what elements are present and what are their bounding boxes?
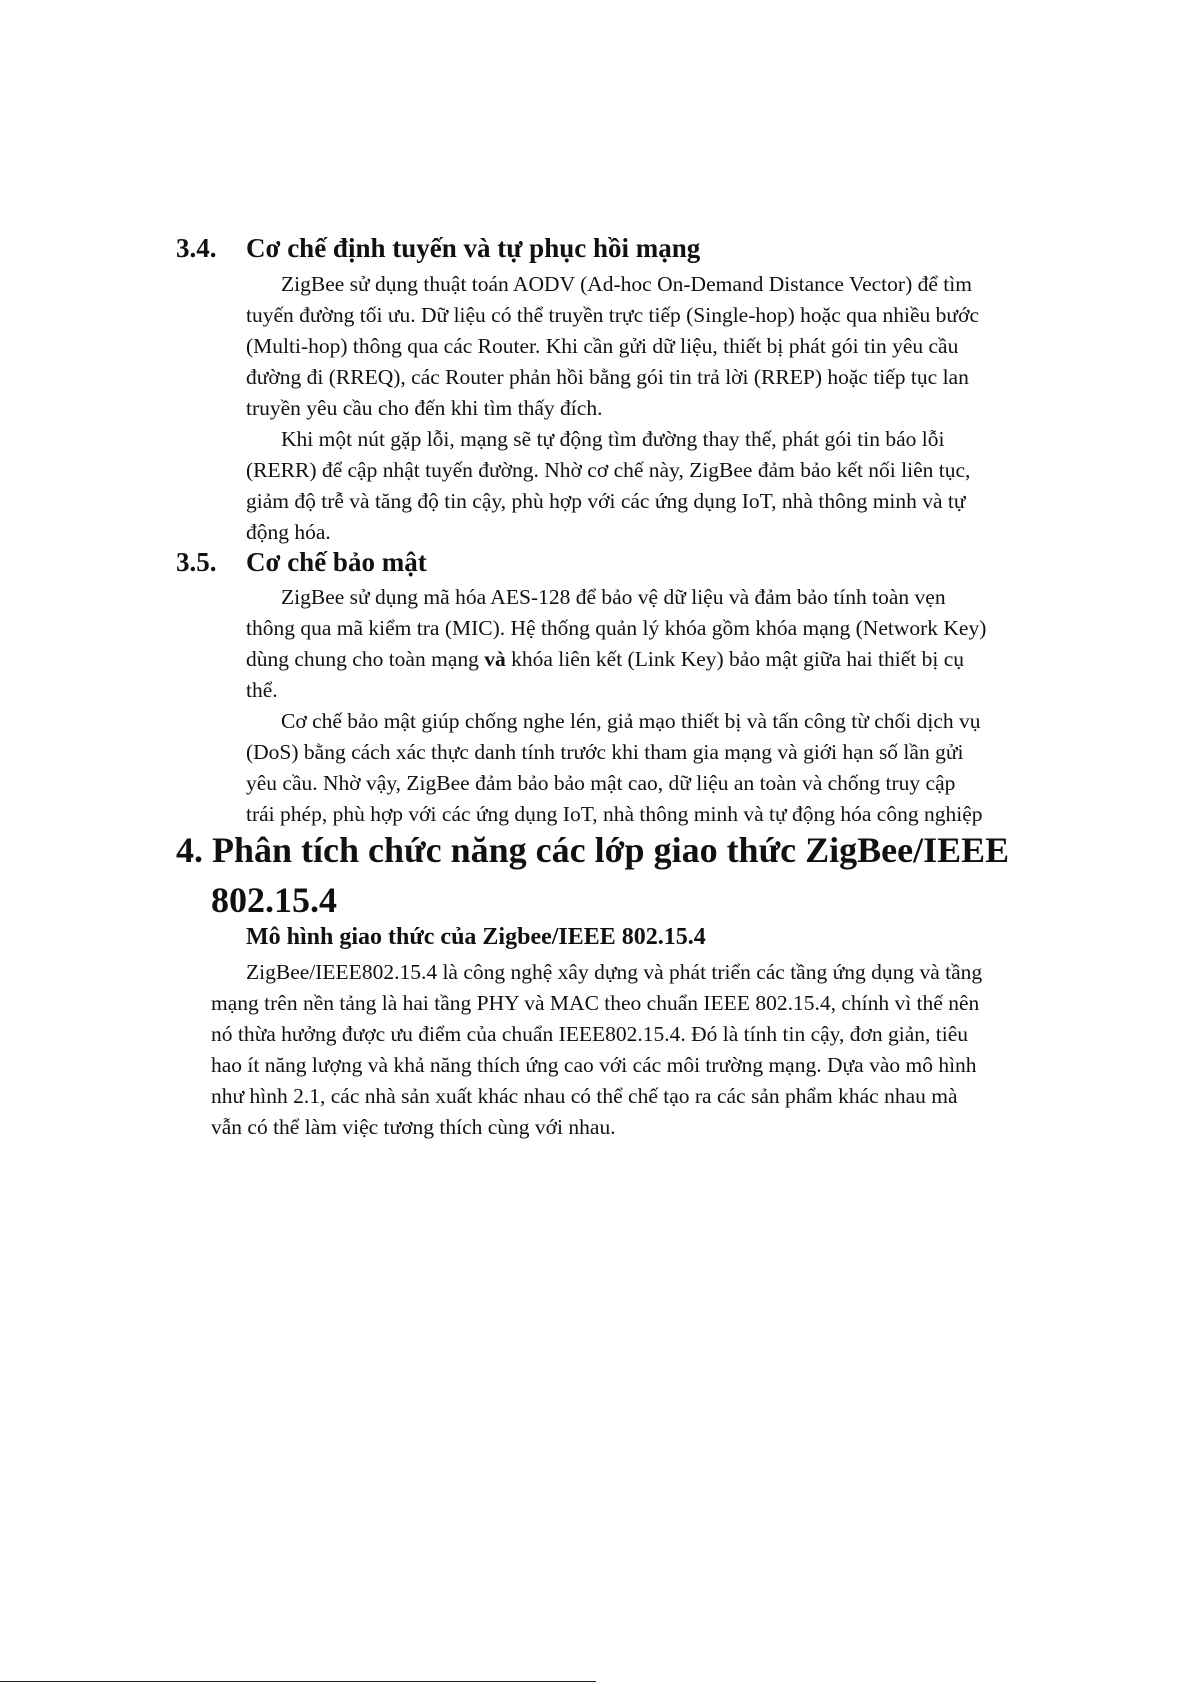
section-3-4-paragraph-2 [246, 424, 1042, 548]
paragraph-line: trái phép, phù hợp với các ứng dụng IoT, nhà thông minh và tự động hóa công nghiệp [246, 802, 983, 826]
paragraph-line: (RERR) để cập nhật tuyến đường. Nhờ cơ chế này, ZigBee đảm bảo kết nối liên tục, [246, 458, 971, 482]
paragraph-line: động hóa. [246, 520, 331, 544]
paragraph-line: thể. [246, 678, 278, 702]
paragraph-line: Cơ chế bảo mật giúp chống nghe lén, giả mạo thiết bị và tấn công từ chối dịch vụ [281, 709, 981, 733]
paragraph-line: giảm độ trễ và tăng độ tin cậy, phù hợp với các ứng dụng IoT, nhà thông minh và tự [246, 489, 966, 513]
section-3-5-title: Cơ chế bảo mật [246, 547, 427, 577]
text-run: dùng chung cho toàn mạng [246, 647, 479, 671]
paragraph-line: đường đi (RREQ), các Router phản hồi bằng gói tin trả lời (RREP) hoặc tiếp tục lan [246, 365, 969, 389]
section-4-heading-line-2: 802.15.4 [211, 880, 337, 920]
text-run: khóa liên kết (Link Key) bảo mật giữa hai thiết bị cụ [511, 647, 964, 671]
section-3-5-paragraph-2 [246, 706, 1042, 830]
paragraph-line: ZigBee sử dụng mã hóa AES-128 để bảo vệ dữ liệu và đảm bảo tính toàn vẹn [281, 585, 946, 609]
paragraph-line: như hình 2.1, các nhà sản xuất khác nhau có thể chế tạo ra các sản phẩm khác nhau mà [211, 1084, 958, 1108]
paragraph-line: ZigBee sử dụng thuật toán AODV (Ad-hoc On-Demand Distance Vector) để tìm [281, 272, 972, 296]
bold-word: và [484, 647, 506, 671]
paragraph-line: vẫn có thể làm việc tương thích cùng với nhau. [211, 1115, 616, 1139]
section-4-heading-line-1: 4. Phân tích chức năng các lớp giao thức ZigBee/IEEE [176, 830, 1010, 870]
paragraph-line: tuyến đường tối ưu. Dữ liệu có thể truyền trực tiếp (Single-hop) hoặc qua nhiều bước [246, 303, 979, 327]
section-3-4-title: Cơ chế định tuyến và tự phục hồi mạng [246, 233, 701, 263]
paragraph-line: hao ít năng lượng và khả năng thích ứng cao với các môi trường mạng. Dựa vào mô hình [211, 1053, 977, 1077]
section-3-5-number: 3.5. [176, 547, 217, 577]
section-3-4-number: 3.4. [176, 233, 217, 263]
paragraph-line: yêu cầu. Nhờ vậy, ZigBee đảm bảo bảo mật cao, dữ liệu an toàn và chống truy cập [246, 771, 956, 795]
paragraph-line: (DoS) bằng cách xác thực danh tính trước khi tham gia mạng và giới hạn số lần gửi [246, 740, 964, 764]
paragraph-line: Khi một nút gặp lỗi, mạng sẽ tự động tìm đường thay thế, phát gói tin báo lỗi [281, 427, 945, 451]
paragraph-line: nó thừa hưởng được ưu điểm của chuẩn IEEE802.15.4. Đó là tính tin cậy, đơn giản, tiêu [211, 1022, 969, 1046]
paragraph-line: truyền yêu cầu cho đến khi tìm thấy đích. [246, 396, 603, 420]
section-3-4-paragraph-1 [246, 269, 1042, 424]
paragraph-line: (Multi-hop) thông qua các Router. Khi cần gửi dữ liệu, thiết bị phát gói tin yêu cầu [246, 334, 959, 358]
paragraph-line: thông qua mã kiểm tra (MIC). Hệ thống quản lý khóa gồm khóa mạng (Network Key) [246, 616, 987, 640]
section-4-subheading: Mô hình giao thức của Zigbee/IEEE 802.15.4 [246, 924, 706, 950]
footer-divider [0, 1681, 596, 1682]
section-4-paragraph [211, 957, 1045, 1143]
paragraph-line: ZigBee/IEEE802.15.4 là công nghệ xây dựng và phát triển các tầng ứng dụng và tầng [246, 960, 983, 984]
paragraph-line: mạng trên nền tảng là hai tầng PHY và MAC theo chuẩn IEEE 802.15.4, chính vì thế nên [211, 991, 980, 1015]
section-3-5-paragraph-1 [246, 582, 1042, 706]
paragraph-line [246, 644, 1042, 675]
